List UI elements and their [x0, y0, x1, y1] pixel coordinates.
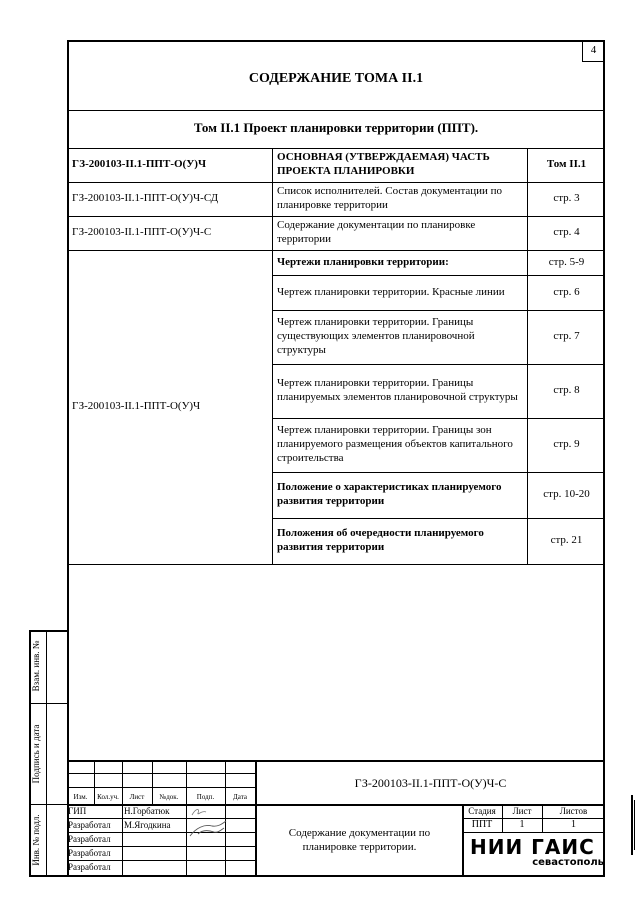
stamp-col-header: Подп. — [196, 792, 215, 801]
stamp-person: Н.Горбатюк — [124, 805, 170, 816]
stamp-col-header: №док. — [159, 792, 179, 801]
signature-1 — [188, 806, 224, 818]
group-row-page: стр. 8 — [553, 384, 580, 397]
stamp-role: Разработал — [68, 861, 111, 872]
stamp-doc-code: ГЗ-200103-II.1-ППТ-О(У)Ч-С — [354, 775, 507, 790]
stamp-sheets-label: Листов — [559, 805, 588, 816]
stamp-line — [67, 773, 255, 774]
stamp-col-header: Дата — [233, 792, 247, 801]
header-code: ГЗ-200103-II.1-ППТ-О(У)Ч — [72, 158, 207, 171]
group-row-name: Чертеж планировки территории. Границы планируемых элементов планировочной структуры — [277, 377, 518, 403]
org-city: севастополь — [532, 857, 604, 868]
stamp-role: ГИП — [68, 805, 87, 816]
side-strip-line — [46, 630, 47, 877]
group-row-name: Чертеж планировки территории. Границы существующих элементов планировочной структуры — [277, 316, 475, 356]
stamp-sheet-label: Лист — [512, 805, 532, 816]
stamp-sheet: 1 — [519, 819, 525, 831]
group-row-page: стр. 7 — [553, 330, 580, 343]
stamp-sheets: 1 — [571, 819, 576, 831]
binding-mark — [634, 800, 635, 850]
group-code: ГЗ-200103-II.1-ППТ-О(У)Ч — [72, 400, 201, 413]
side-label-vzam: Взам. инв. № — [31, 640, 41, 692]
stamp-person: М.Ягодкина — [124, 819, 171, 830]
stamp-doc-title: Содержание документации по планировке территории. — [288, 826, 431, 853]
stamp-col-header: Лист — [129, 792, 145, 801]
binding-mark — [631, 795, 633, 855]
group-row-page: стр. 9 — [553, 438, 580, 451]
stamp-stage-label: Стадия — [468, 805, 496, 816]
group-row-page: стр. 5-9 — [548, 255, 585, 268]
signature-2 — [188, 818, 228, 840]
group-row-name: Чертеж планировки территории. Красные линии — [277, 285, 505, 298]
table-line — [67, 564, 605, 565]
table-row-code: ГЗ-200103-II.1-ППТ-О(У)Ч-СД — [72, 192, 219, 205]
group-row-name: Чертежи планировки территории: — [277, 255, 449, 268]
stamp-col-header: Изм. — [73, 792, 88, 801]
group-row-page: стр. 10-20 — [543, 488, 590, 501]
table-row-page: стр. 3 — [553, 192, 580, 205]
group-row-name: Положение о характеристиках планируемого развития территории — [277, 481, 502, 507]
group-row-name: Положения об очередности планируемого развития территории — [277, 527, 484, 553]
stamp-line — [462, 832, 605, 833]
table-line — [272, 148, 273, 564]
stamp-role: Разработал — [68, 819, 111, 830]
table-row-name: Содержание документации по планировке территории — [277, 219, 476, 245]
stamp-role: Разработал — [68, 847, 111, 858]
table-row-name: Список исполнителей. Состав документации по планировке территории — [277, 185, 503, 211]
header-name: ОСНОВНАЯ (УТВЕРЖДАЕМАЯ) ЧАСТЬ ПРОЕКТА ПЛАНИРОВКИ — [277, 151, 490, 177]
org-name: НИИ ГАИС — [470, 835, 595, 859]
side-label-podpis: Подпись и дата — [31, 724, 41, 784]
divider — [67, 110, 605, 111]
stamp-role: Разработал — [68, 833, 111, 844]
stamp-line — [67, 787, 255, 788]
stamp-line — [122, 760, 123, 877]
header-page: Том II.1 — [546, 158, 587, 171]
table-row-code: ГЗ-200103-II.1-ППТ-О(У)Ч-С — [72, 226, 212, 239]
sheet-number: 4 — [590, 44, 597, 57]
stamp-stage: ППТ — [471, 819, 493, 831]
group-row-page: стр. 21 — [550, 534, 583, 547]
volume-title: СОДЕРЖАНИЕ ТОМА II.1 — [248, 71, 424, 87]
stamp-col-header: Кол.уч. — [97, 792, 119, 801]
side-label-inv: Инв. № подл. — [31, 814, 41, 866]
group-row-name: Чертеж планировки территории. Границы зон планируемого размещения объектов капитального строительства — [277, 424, 513, 464]
table-row-page: стр. 4 — [553, 226, 580, 239]
group-row-page: стр. 6 — [553, 285, 580, 298]
project-title: Том II.1 Проект планировки территории (ППТ). — [193, 119, 479, 135]
